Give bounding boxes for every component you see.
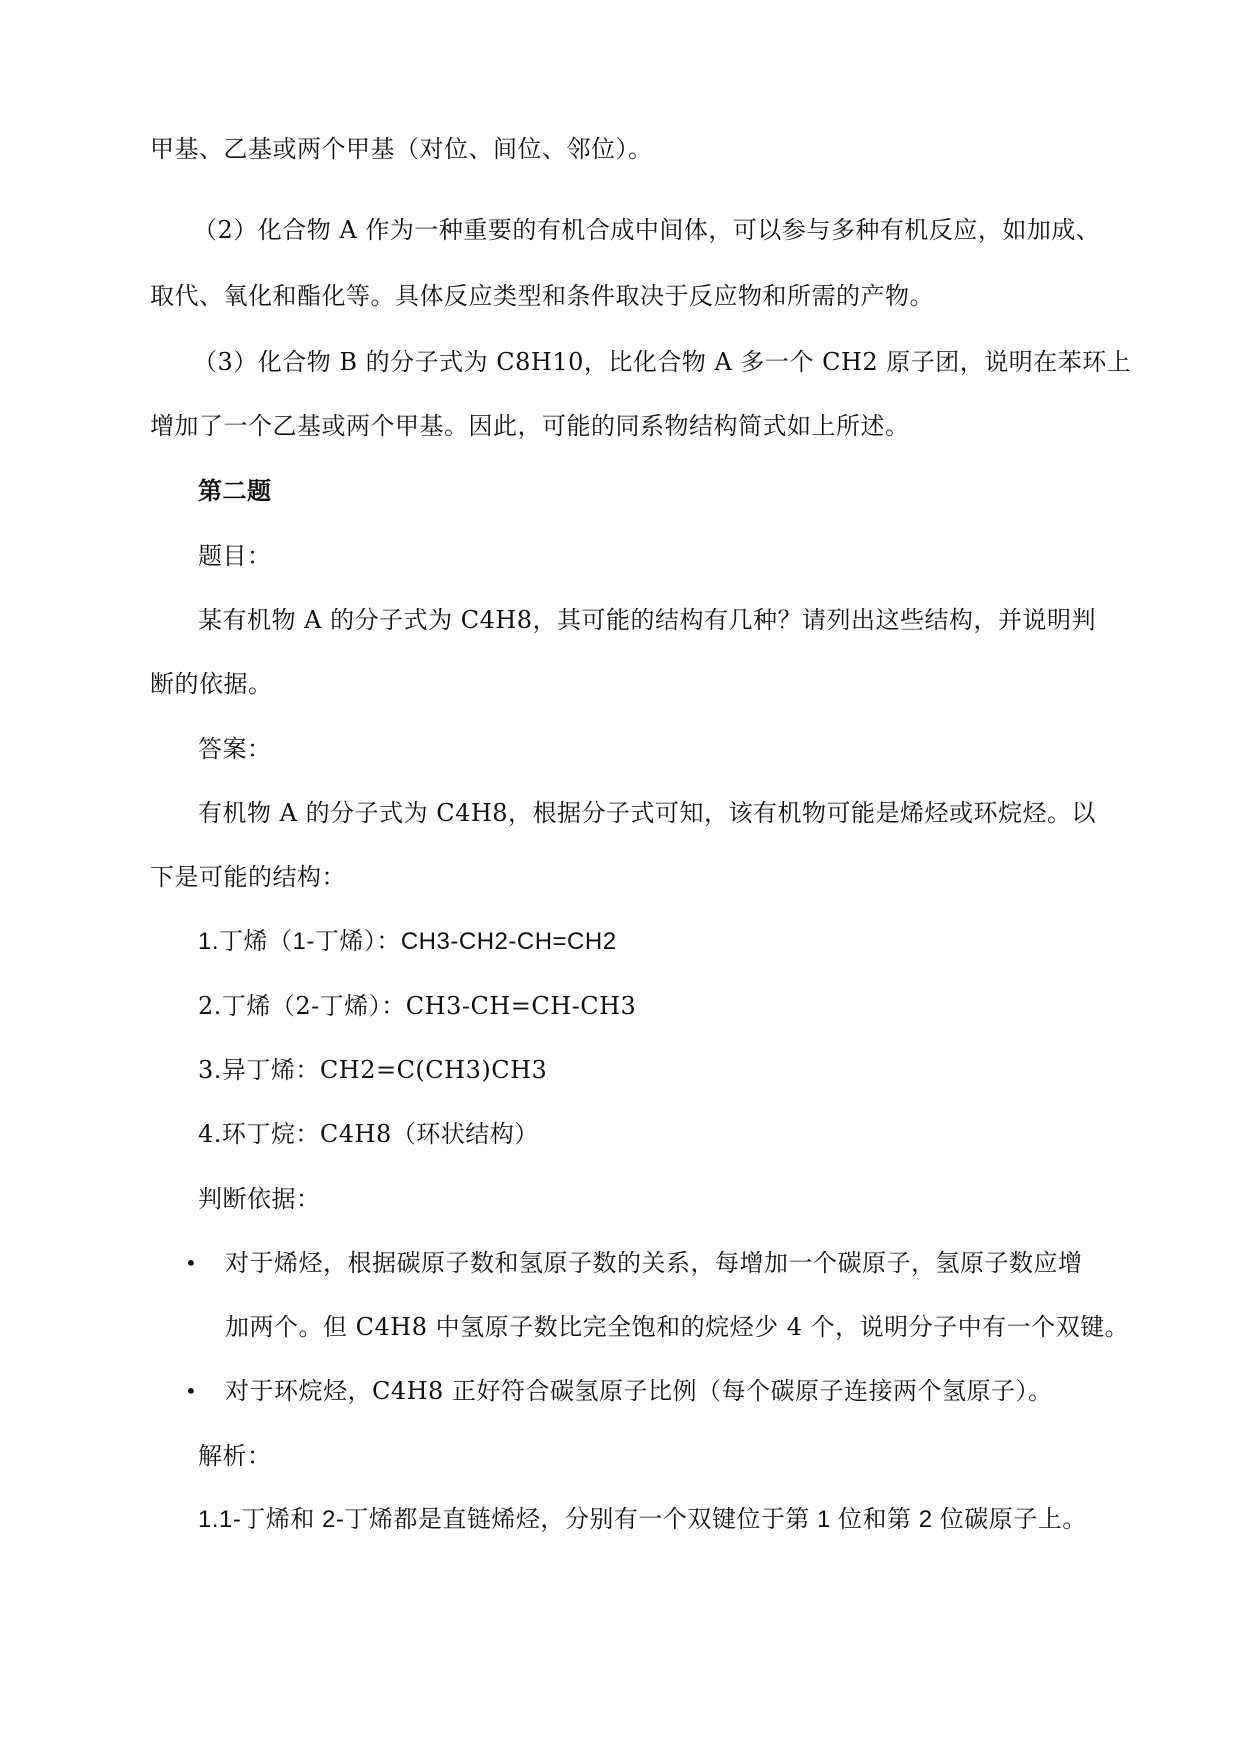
analysis-text: 1.1-丁烯和 2-丁烯都是直链烯烃，分别有一个双键位于第 1 位和第 2 位碳原子上。 bbox=[198, 1506, 1087, 1533]
bullet-text: 对于环烷烃，C4H8 正好符合碳氢原子比例（每个碳原子连接两个氢原子）。 bbox=[225, 1377, 1053, 1405]
structure-item: 1.丁烯（1-丁烯）：CH3-CH2-CH=CH2 bbox=[198, 928, 617, 955]
structure-item: 2.丁烯（2-丁烯）：CH3-CH=CH-CH3 bbox=[198, 992, 637, 1020]
bullet-marker: • bbox=[185, 1251, 197, 1275]
question-label: 题目： bbox=[198, 542, 272, 570]
paragraph-line: 增加了一个乙基或两个甲基。因此，可能的同系物结构简式如上所述。 bbox=[150, 412, 910, 440]
bullet-text: 加两个。但 C4H8 中氢原子数比完全饱和的烷烃少 4 个，说明分子中有一个双键。 bbox=[225, 1313, 1130, 1341]
structure-item: 3.异丁烯：CH2=C(CH3)CH3 bbox=[198, 1056, 548, 1084]
paragraph-line: 取代、氧化和酯化等。具体反应类型和条件取决于反应物和所需的产物。 bbox=[150, 282, 934, 310]
answer-label: 答案： bbox=[198, 735, 272, 763]
bullet-marker: • bbox=[185, 1379, 197, 1403]
answer-text: 有机物 A 的分子式为 C4H8，根据分子式可知，该有机物可能是烯烃或环烷烃。以 bbox=[198, 799, 1097, 827]
analysis-label: 解析： bbox=[198, 1442, 272, 1470]
paragraph-line: 甲基、乙基或两个甲基（对位、间位、邻位）。 bbox=[150, 135, 653, 163]
question-text: 某有机物 A 的分子式为 C4H8，其可能的结构有几种？请列出这些结构，并说明判 bbox=[198, 606, 1097, 634]
structure-item: 4.环丁烷：C4H8（环状结构） bbox=[198, 1120, 539, 1148]
section-heading: 第二题 bbox=[198, 476, 272, 505]
basis-label: 判断依据： bbox=[198, 1185, 321, 1213]
bullet-text: 对于烯烃，根据碳原子数和氢原子数的关系，每增加一个碳原子，氢原子数应增 bbox=[225, 1249, 1083, 1277]
answer-text: 下是可能的结构： bbox=[150, 863, 346, 891]
paragraph-line: （2）化合物 A 作为一种重要的有机合成中间体，可以参与多种有机反应，如加成、 bbox=[193, 216, 1101, 244]
question-text: 断的依据。 bbox=[150, 670, 273, 698]
paragraph-line: （3）化合物 B 的分子式为 C8H10，比化合物 A 多一个 CH2 原子团，说明在苯环上 bbox=[193, 348, 1132, 376]
